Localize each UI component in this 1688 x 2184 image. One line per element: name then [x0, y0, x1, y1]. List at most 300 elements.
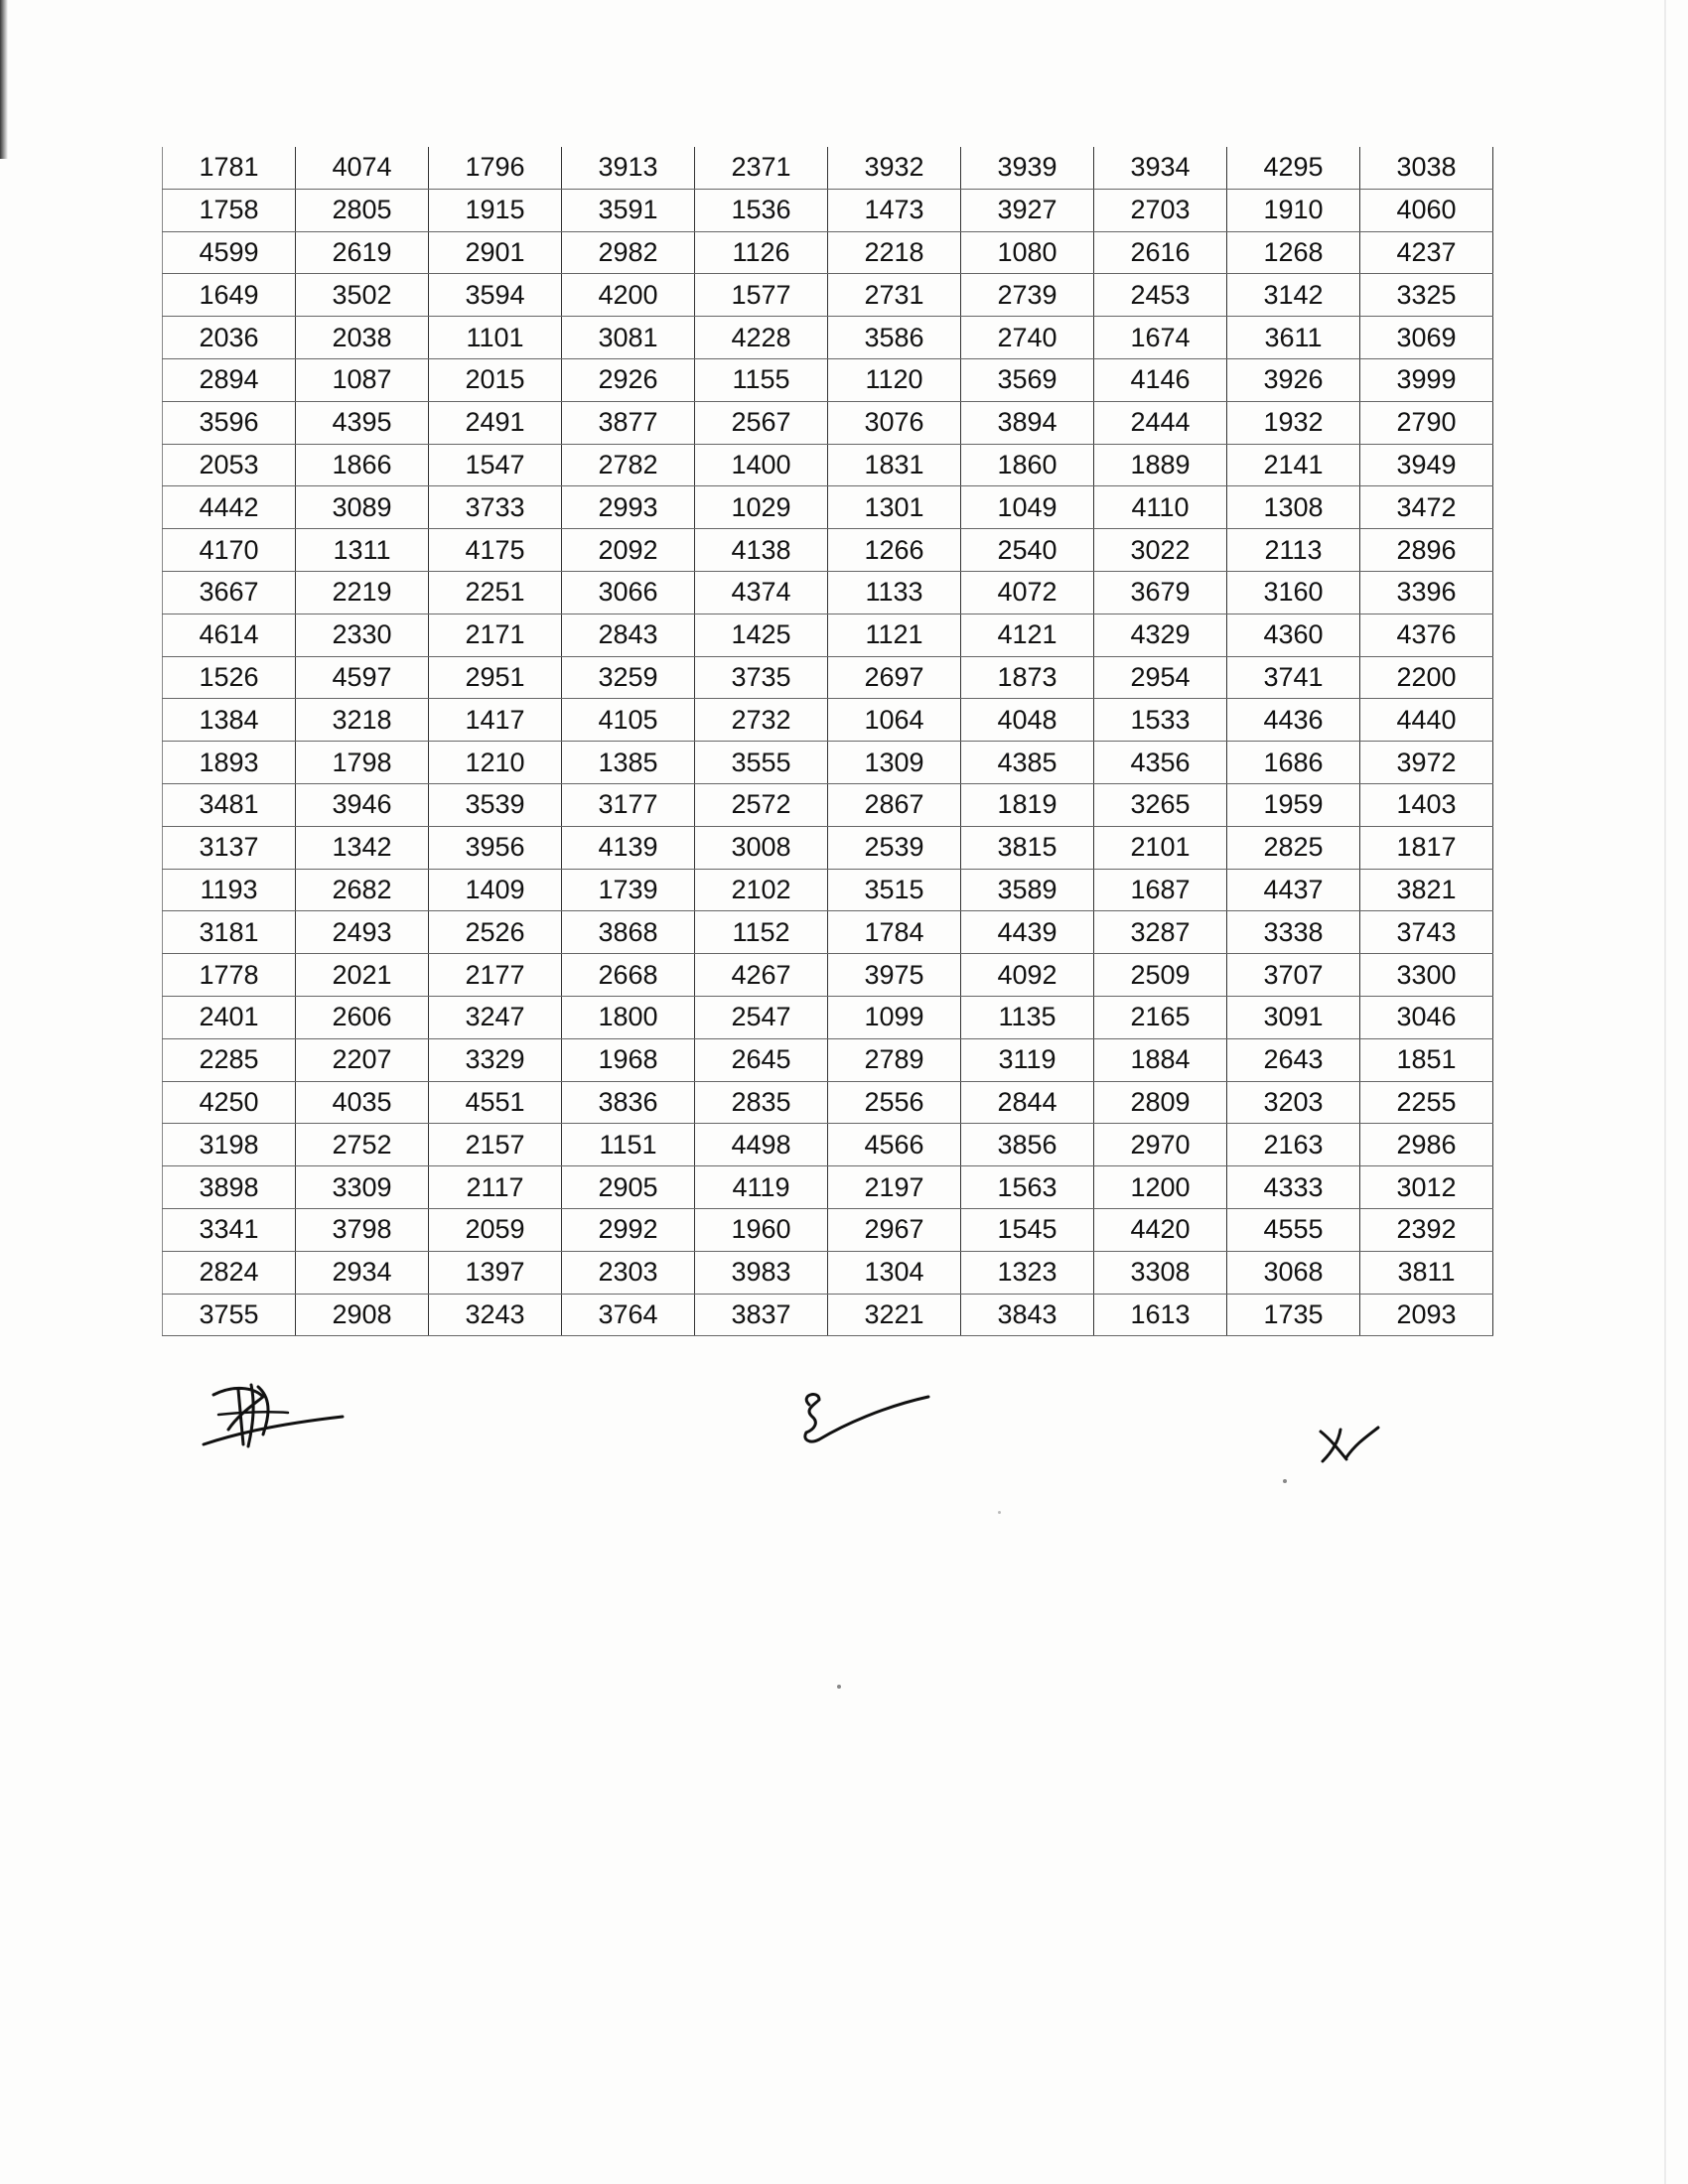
table-cell: 1545	[961, 1208, 1094, 1251]
table-cell: 4072	[961, 571, 1094, 614]
table-cell: 4074	[296, 147, 429, 189]
table-cell: 2835	[695, 1081, 828, 1124]
table-row	[163, 444, 1493, 486]
table-cell: 3472	[1360, 486, 1493, 529]
table-cell: 2986	[1360, 1124, 1493, 1166]
table-cell: 3927	[961, 189, 1094, 231]
table-cell: 2905	[562, 1166, 695, 1209]
table-cell: 3265	[1094, 783, 1227, 826]
table-cell: 3198	[163, 1124, 296, 1166]
table-cell: 4105	[562, 699, 695, 742]
table-cell: 1784	[828, 911, 961, 954]
table-row	[163, 614, 1493, 656]
table-cell: 2547	[695, 996, 828, 1038]
scan-speck	[998, 1511, 1001, 1514]
table-cell: 3821	[1360, 869, 1493, 911]
table-cell: 1735	[1227, 1294, 1360, 1336]
table-cell: 3341	[163, 1208, 296, 1251]
table-cell: 2303	[562, 1251, 695, 1294]
table-cell: 2509	[1094, 954, 1227, 997]
table-cell: 3956	[429, 826, 562, 869]
table-cell: 3755	[163, 1294, 296, 1336]
table-cell: 1400	[695, 444, 828, 486]
table-cell: 2163	[1227, 1124, 1360, 1166]
table-cell: 1563	[961, 1166, 1094, 1209]
table-cell: 1781	[163, 147, 296, 189]
table-cell: 1910	[1227, 189, 1360, 231]
table-cell: 2752	[296, 1124, 429, 1166]
table-cell: 1323	[961, 1251, 1094, 1294]
table-cell: 2896	[1360, 529, 1493, 572]
table-cell: 1403	[1360, 783, 1493, 826]
table-cell: 4267	[695, 954, 828, 997]
table-cell: 2739	[961, 274, 1094, 317]
table-cell: 4420	[1094, 1208, 1227, 1251]
table-cell: 4121	[961, 614, 1094, 656]
table-cell: 1778	[163, 954, 296, 997]
table-cell: 3177	[562, 783, 695, 826]
table-cell: 4138	[695, 529, 828, 572]
table-cell: 3309	[296, 1166, 429, 1209]
table-cell: 3594	[429, 274, 562, 317]
table-row	[163, 231, 1493, 274]
table-cell: 2285	[163, 1038, 296, 1081]
table-cell: 2092	[562, 529, 695, 572]
table-row	[163, 1166, 1493, 1209]
table-row	[163, 1124, 1493, 1166]
table-cell: 2200	[1360, 656, 1493, 699]
signature-middle	[784, 1385, 943, 1454]
table-cell: 4170	[163, 529, 296, 572]
table-cell: 3287	[1094, 911, 1227, 954]
table-cell: 2789	[828, 1038, 961, 1081]
table-cell: 1860	[961, 444, 1094, 486]
table-cell: 3611	[1227, 317, 1360, 359]
table-cell: 3066	[562, 571, 695, 614]
table-cell: 4035	[296, 1081, 429, 1124]
table-cell: 3068	[1227, 1251, 1360, 1294]
table-row	[163, 529, 1493, 572]
table-cell: 1686	[1227, 742, 1360, 784]
table-cell: 2526	[429, 911, 562, 954]
table-row	[163, 783, 1493, 826]
table-cell: 4442	[163, 486, 296, 529]
table-cell: 1851	[1360, 1038, 1493, 1081]
table-row	[163, 869, 1493, 911]
table-cell: 2157	[429, 1124, 562, 1166]
table-cell: 3932	[828, 147, 961, 189]
table-cell: 3069	[1360, 317, 1493, 359]
table-cell: 3972	[1360, 742, 1493, 784]
table-cell: 2053	[163, 444, 296, 486]
signature-right	[1311, 1420, 1390, 1469]
table-cell: 1397	[429, 1251, 562, 1294]
table-row	[163, 742, 1493, 784]
table-cell: 2643	[1227, 1038, 1360, 1081]
table-cell: 1932	[1227, 401, 1360, 444]
table-cell: 4119	[695, 1166, 828, 1209]
table-cell: 2809	[1094, 1081, 1227, 1124]
table-cell: 4395	[296, 401, 429, 444]
table-cell: 1409	[429, 869, 562, 911]
table-cell: 1547	[429, 444, 562, 486]
table-cell: 1193	[163, 869, 296, 911]
table-cell: 3894	[961, 401, 1094, 444]
table-cell: 3589	[961, 869, 1094, 911]
table-cell: 1959	[1227, 783, 1360, 826]
table-cell: 2015	[429, 358, 562, 401]
table-cell: 1687	[1094, 869, 1227, 911]
table-cell: 1133	[828, 571, 961, 614]
table-cell: 1884	[1094, 1038, 1227, 1081]
table-cell: 1819	[961, 783, 1094, 826]
table-row	[163, 274, 1493, 317]
table-cell: 3259	[562, 656, 695, 699]
table-cell: 3022	[1094, 529, 1227, 572]
table-cell: 2165	[1094, 996, 1227, 1038]
table-cell: 3983	[695, 1251, 828, 1294]
table-row	[163, 1081, 1493, 1124]
table-cell: 3181	[163, 911, 296, 954]
table-cell: 3325	[1360, 274, 1493, 317]
table-cell: 1384	[163, 699, 296, 742]
table-row	[163, 147, 1493, 189]
table-cell: 2392	[1360, 1208, 1493, 1251]
table-cell: 2207	[296, 1038, 429, 1081]
table-cell: 2021	[296, 954, 429, 997]
table-cell: 1126	[695, 231, 828, 274]
scan-speck	[837, 1685, 841, 1689]
table-cell: 3843	[961, 1294, 1094, 1336]
table-cell: 4437	[1227, 869, 1360, 911]
table-cell: 3046	[1360, 996, 1493, 1038]
table-cell: 4566	[828, 1124, 961, 1166]
table-cell: 2141	[1227, 444, 1360, 486]
table-cell: 3160	[1227, 571, 1360, 614]
table-cell: 1342	[296, 826, 429, 869]
table-cell: 3569	[961, 358, 1094, 401]
table-row	[163, 358, 1493, 401]
table-cell: 3815	[961, 826, 1094, 869]
table-cell: 2805	[296, 189, 429, 231]
table-cell: 4356	[1094, 742, 1227, 784]
table-cell: 2970	[1094, 1124, 1227, 1166]
table-cell: 3741	[1227, 656, 1360, 699]
table-cell: 1155	[695, 358, 828, 401]
table-cell: 4048	[961, 699, 1094, 742]
table-cell: 4439	[961, 911, 1094, 954]
number-table	[162, 147, 1493, 1336]
table-cell: 4436	[1227, 699, 1360, 742]
table-cell: 2493	[296, 911, 429, 954]
table-cell: 3396	[1360, 571, 1493, 614]
table-cell: 1649	[163, 274, 296, 317]
table-cell: 2539	[828, 826, 961, 869]
table-cell: 1309	[828, 742, 961, 784]
table-cell: 1674	[1094, 317, 1227, 359]
table-cell: 2825	[1227, 826, 1360, 869]
table-cell: 3868	[562, 911, 695, 954]
table-cell: 3946	[296, 783, 429, 826]
table-cell: 2371	[695, 147, 828, 189]
table-cell: 1200	[1094, 1166, 1227, 1209]
table-cell: 3076	[828, 401, 961, 444]
table-cell: 3243	[429, 1294, 562, 1336]
table-cell: 2732	[695, 699, 828, 742]
table-cell: 3811	[1360, 1251, 1493, 1294]
table-cell: 1889	[1094, 444, 1227, 486]
table-cell: 1866	[296, 444, 429, 486]
table-cell: 3300	[1360, 954, 1493, 997]
table-cell: 3539	[429, 783, 562, 826]
table-cell: 4228	[695, 317, 828, 359]
table-cell: 2782	[562, 444, 695, 486]
table-cell: 3934	[1094, 147, 1227, 189]
table-cell: 3939	[961, 147, 1094, 189]
table-cell: 2843	[562, 614, 695, 656]
table-cell: 2682	[296, 869, 429, 911]
table-cell: 2697	[828, 656, 961, 699]
table-cell: 3798	[296, 1208, 429, 1251]
table-cell: 4329	[1094, 614, 1227, 656]
table-cell: 1960	[695, 1208, 828, 1251]
table-cell: 3999	[1360, 358, 1493, 401]
table-cell: 2330	[296, 614, 429, 656]
table-cell: 1800	[562, 996, 695, 1038]
table-cell: 4295	[1227, 147, 1360, 189]
table-cell: 3555	[695, 742, 828, 784]
table-cell: 1308	[1227, 486, 1360, 529]
table-cell: 3667	[163, 571, 296, 614]
table-cell: 2954	[1094, 656, 1227, 699]
table-cell: 2926	[562, 358, 695, 401]
table-cell: 1831	[828, 444, 961, 486]
table-cell: 3221	[828, 1294, 961, 1336]
table-cell: 3926	[1227, 358, 1360, 401]
table-cell: 1739	[562, 869, 695, 911]
table-cell: 2453	[1094, 274, 1227, 317]
table-row	[163, 826, 1493, 869]
table-cell: 3515	[828, 869, 961, 911]
table-cell: 2401	[163, 996, 296, 1038]
number-table-container	[162, 147, 1493, 1336]
table-cell: 3119	[961, 1038, 1094, 1081]
table-cell: 2038	[296, 317, 429, 359]
table-cell: 2117	[429, 1166, 562, 1209]
table-cell: 3836	[562, 1081, 695, 1124]
table-cell: 3338	[1227, 911, 1360, 954]
table-cell: 2908	[296, 1294, 429, 1336]
table-cell: 2951	[429, 656, 562, 699]
table-cell: 1311	[296, 529, 429, 572]
table-cell: 2993	[562, 486, 695, 529]
table-cell: 3091	[1227, 996, 1360, 1038]
table-cell: 4597	[296, 656, 429, 699]
table-cell: 4092	[961, 954, 1094, 997]
scan-speck	[1283, 1479, 1287, 1483]
table-row	[163, 486, 1493, 529]
table-row	[163, 699, 1493, 742]
table-cell: 3856	[961, 1124, 1094, 1166]
table-cell: 4060	[1360, 189, 1493, 231]
table-cell: 1099	[828, 996, 961, 1038]
table-cell: 2171	[429, 614, 562, 656]
table-cell: 3743	[1360, 911, 1493, 954]
table-cell: 3329	[429, 1038, 562, 1081]
table-row	[163, 1251, 1493, 1294]
table-cell: 2934	[296, 1251, 429, 1294]
table-cell: 3142	[1227, 274, 1360, 317]
signature-left	[194, 1375, 352, 1454]
table-cell: 1049	[961, 486, 1094, 529]
table-cell: 3247	[429, 996, 562, 1038]
table-cell: 2177	[429, 954, 562, 997]
table-row	[163, 1208, 1493, 1251]
table-cell: 2645	[695, 1038, 828, 1081]
table-cell: 2616	[1094, 231, 1227, 274]
table-cell: 2992	[562, 1208, 695, 1251]
table-cell: 4555	[1227, 1208, 1360, 1251]
table-cell: 3502	[296, 274, 429, 317]
table-row	[163, 571, 1493, 614]
table-cell: 1152	[695, 911, 828, 954]
table-cell: 1796	[429, 147, 562, 189]
table-cell: 2102	[695, 869, 828, 911]
table-cell: 1151	[562, 1124, 695, 1166]
table-cell: 1121	[828, 614, 961, 656]
table-cell: 1080	[961, 231, 1094, 274]
table-cell: 3975	[828, 954, 961, 997]
table-cell: 2731	[828, 274, 961, 317]
table-cell: 1029	[695, 486, 828, 529]
table-cell: 4376	[1360, 614, 1493, 656]
table-cell: 1425	[695, 614, 828, 656]
table-cell: 3877	[562, 401, 695, 444]
table-cell: 3008	[695, 826, 828, 869]
table-row	[163, 317, 1493, 359]
table-cell: 1266	[828, 529, 961, 572]
table-cell: 1135	[961, 996, 1094, 1038]
table-cell: 1417	[429, 699, 562, 742]
table-row	[163, 1038, 1493, 1081]
table-cell: 1304	[828, 1251, 961, 1294]
table-row	[163, 911, 1493, 954]
table-cell: 4614	[163, 614, 296, 656]
table-cell: 1087	[296, 358, 429, 401]
table-cell: 2824	[163, 1251, 296, 1294]
table-cell: 2251	[429, 571, 562, 614]
table-cell: 3735	[695, 656, 828, 699]
table-cell: 4498	[695, 1124, 828, 1166]
table-cell: 4175	[429, 529, 562, 572]
table-cell: 1915	[429, 189, 562, 231]
table-cell: 2901	[429, 231, 562, 274]
table-cell: 2556	[828, 1081, 961, 1124]
table-cell: 2491	[429, 401, 562, 444]
table-cell: 4146	[1094, 358, 1227, 401]
table-cell: 1473	[828, 189, 961, 231]
table-cell: 3764	[562, 1294, 695, 1336]
table-cell: 2703	[1094, 189, 1227, 231]
table-row	[163, 954, 1493, 997]
table-cell: 4599	[163, 231, 296, 274]
table-cell: 3707	[1227, 954, 1360, 997]
table-cell: 1968	[562, 1038, 695, 1081]
table-row	[163, 401, 1493, 444]
table-cell: 2219	[296, 571, 429, 614]
table-row	[163, 656, 1493, 699]
table-cell: 1758	[163, 189, 296, 231]
table-cell: 1064	[828, 699, 961, 742]
table-cell: 2567	[695, 401, 828, 444]
table-cell: 3591	[562, 189, 695, 231]
table-cell: 3586	[828, 317, 961, 359]
table-cell: 2619	[296, 231, 429, 274]
table-cell: 3081	[562, 317, 695, 359]
table-cell: 3218	[296, 699, 429, 742]
table-cell: 4360	[1227, 614, 1360, 656]
table-cell: 1268	[1227, 231, 1360, 274]
table-cell: 2113	[1227, 529, 1360, 572]
table-cell: 2036	[163, 317, 296, 359]
table-cell: 3596	[163, 401, 296, 444]
table-cell: 2668	[562, 954, 695, 997]
table-cell: 3837	[695, 1294, 828, 1336]
table-cell: 1210	[429, 742, 562, 784]
table-cell: 4110	[1094, 486, 1227, 529]
table-cell: 4237	[1360, 231, 1493, 274]
table-cell: 4139	[562, 826, 695, 869]
table-cell: 1385	[562, 742, 695, 784]
table-cell: 1526	[163, 656, 296, 699]
table-cell: 4551	[429, 1081, 562, 1124]
table-cell: 3733	[429, 486, 562, 529]
table-row	[163, 1294, 1493, 1336]
table-cell: 3137	[163, 826, 296, 869]
scan-shadow-edge	[0, 0, 8, 159]
table-cell: 3481	[163, 783, 296, 826]
table-cell: 3679	[1094, 571, 1227, 614]
table-cell: 2894	[163, 358, 296, 401]
table-cell: 2197	[828, 1166, 961, 1209]
table-cell: 2101	[1094, 826, 1227, 869]
table-cell: 1301	[828, 486, 961, 529]
table-cell: 1577	[695, 274, 828, 317]
table-cell: 2606	[296, 996, 429, 1038]
scan-edge-line	[1664, 0, 1666, 2184]
table-cell: 3089	[296, 486, 429, 529]
table-cell: 2059	[429, 1208, 562, 1251]
table-cell: 2740	[961, 317, 1094, 359]
table-cell: 2444	[1094, 401, 1227, 444]
table-cell: 1893	[163, 742, 296, 784]
table-cell: 1101	[429, 317, 562, 359]
table-cell: 3308	[1094, 1251, 1227, 1294]
table-cell: 1817	[1360, 826, 1493, 869]
table-cell: 1798	[296, 742, 429, 784]
table-cell: 4374	[695, 571, 828, 614]
table-cell: 3913	[562, 147, 695, 189]
table-cell: 2967	[828, 1208, 961, 1251]
table-cell: 2572	[695, 783, 828, 826]
table-cell: 4250	[163, 1081, 296, 1124]
table-cell: 4200	[562, 274, 695, 317]
table-cell: 3012	[1360, 1166, 1493, 1209]
table-cell: 1533	[1094, 699, 1227, 742]
table-cell: 2790	[1360, 401, 1493, 444]
table-cell: 2982	[562, 231, 695, 274]
table-cell: 1120	[828, 358, 961, 401]
